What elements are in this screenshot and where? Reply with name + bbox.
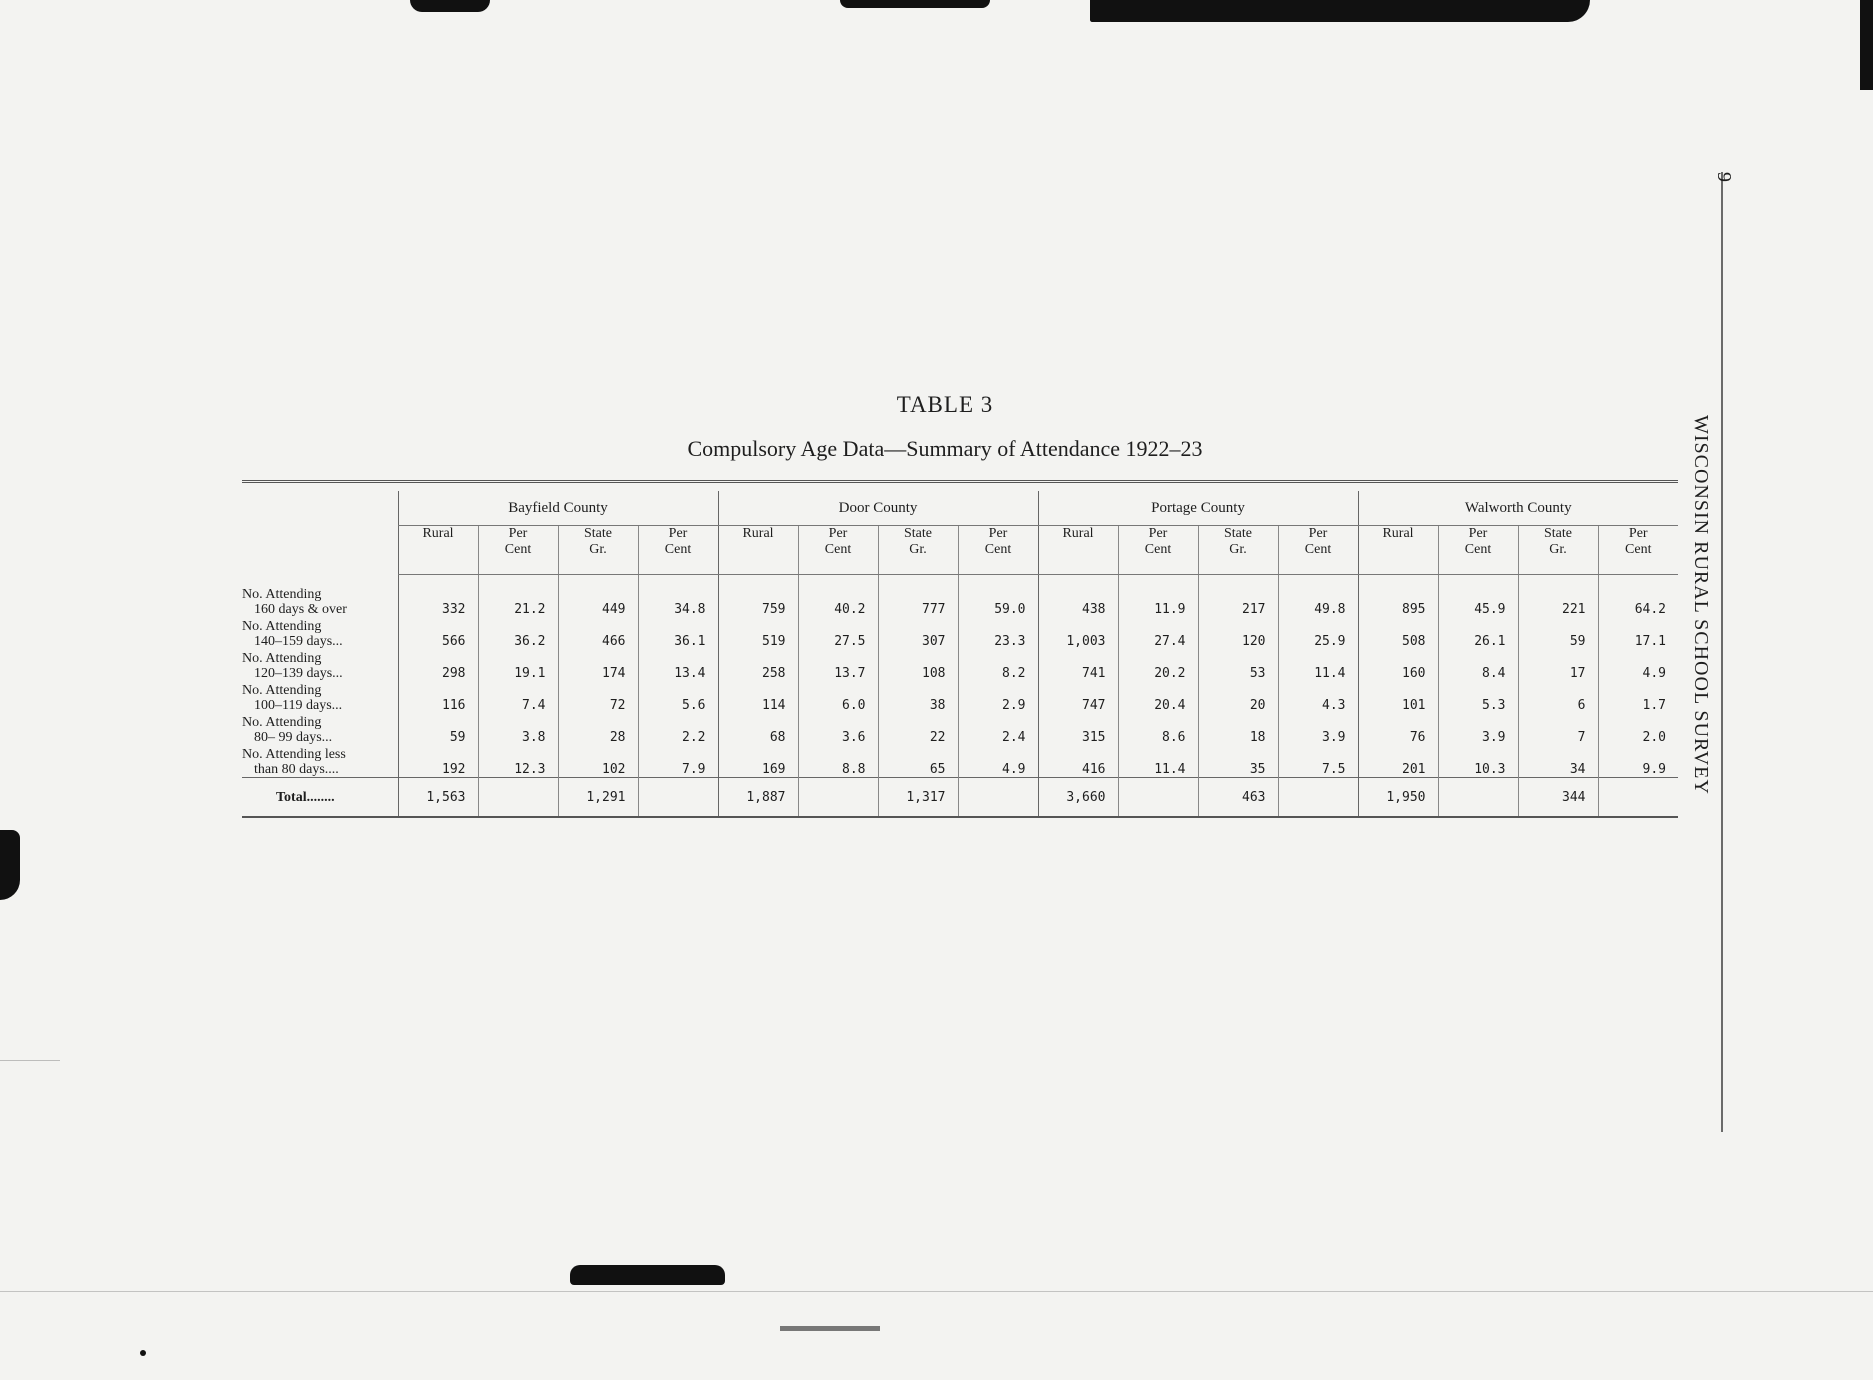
county-header: Portage County xyxy=(1038,491,1358,526)
row-label xyxy=(242,681,398,713)
table-cell: 45.9 xyxy=(1438,575,1518,618)
table-cell: 258 xyxy=(718,649,798,681)
table-cell: 3.9 xyxy=(1438,713,1518,745)
table-cell: 201 xyxy=(1358,745,1438,778)
total-cell: 1,563 xyxy=(398,778,478,818)
column-header-line: State xyxy=(904,526,932,541)
scan-artifact xyxy=(780,1326,880,1331)
total-cell xyxy=(1598,778,1678,818)
column-header-line: State xyxy=(1544,526,1572,541)
column-header xyxy=(878,526,958,575)
table-cell: 38 xyxy=(878,681,958,713)
total-row xyxy=(242,778,1678,818)
column-header-line: Cent xyxy=(1464,542,1492,557)
table-cell: 192 xyxy=(398,745,478,778)
county-header: Door County xyxy=(718,491,1038,526)
table-row xyxy=(242,575,1678,618)
table-cell: 4.9 xyxy=(1598,649,1678,681)
table-cell: 6.0 xyxy=(798,681,878,713)
table-cell: 21.2 xyxy=(478,575,558,618)
rule-cell xyxy=(1198,482,1278,492)
scan-artifact xyxy=(0,830,20,900)
table-cell: 747 xyxy=(1038,681,1118,713)
row-label xyxy=(242,649,398,681)
rule-cell xyxy=(1038,482,1118,492)
table-cell: 759 xyxy=(718,575,798,618)
row-label-line: 120–139 days... xyxy=(254,666,343,681)
table-cell: 11.9 xyxy=(1118,575,1198,618)
table-cell: 17 xyxy=(1518,649,1598,681)
rule-cell xyxy=(1598,482,1678,492)
table-cell: 7.5 xyxy=(1278,745,1358,778)
scan-artifact xyxy=(570,1265,725,1285)
table-cell: 49.8 xyxy=(1278,575,1358,618)
total-cell: 1,950 xyxy=(1358,778,1438,818)
table-row xyxy=(242,713,1678,745)
scan-artifact xyxy=(840,0,990,8)
table-cell: 108 xyxy=(878,649,958,681)
scan-artifact xyxy=(410,0,490,12)
table-cell: 13.7 xyxy=(798,649,878,681)
table-cell: 1,003 xyxy=(1038,617,1118,649)
row-label-line: No. Attending xyxy=(242,587,322,602)
column-header xyxy=(398,526,478,575)
table-row xyxy=(242,745,1678,778)
total-cell xyxy=(1438,778,1518,818)
column-header xyxy=(1278,526,1358,575)
table-cell: 2.9 xyxy=(958,681,1038,713)
column-header-line: Per xyxy=(1148,526,1168,541)
table-cell: 9.9 xyxy=(1598,745,1678,778)
column-header xyxy=(1438,526,1518,575)
rule-cell xyxy=(1118,482,1198,492)
table-cell: 8.6 xyxy=(1118,713,1198,745)
stub-subheader xyxy=(242,526,398,575)
total-cell: 1,887 xyxy=(718,778,798,818)
table-row xyxy=(242,649,1678,681)
column-header-line: Gr. xyxy=(909,542,927,557)
table-cell: 68 xyxy=(718,713,798,745)
table-cell: 160 xyxy=(1358,649,1438,681)
table-cell: 19.1 xyxy=(478,649,558,681)
rule-cell xyxy=(878,482,958,492)
table-cell: 102 xyxy=(558,745,638,778)
table-cell: 6 xyxy=(1518,681,1598,713)
rule-cell xyxy=(1518,482,1598,492)
table-row xyxy=(242,681,1678,713)
table-cell: 59.0 xyxy=(958,575,1038,618)
table-cell: 20 xyxy=(1198,681,1278,713)
column-header xyxy=(558,526,638,575)
table-cell: 64.2 xyxy=(1598,575,1678,618)
column-header xyxy=(958,526,1038,575)
table-cell: 449 xyxy=(558,575,638,618)
table-cell: 4.9 xyxy=(958,745,1038,778)
rule-cell xyxy=(242,482,398,492)
table-cell: 34 xyxy=(1518,745,1598,778)
table-cell: 120 xyxy=(1198,617,1278,649)
table-cell: 298 xyxy=(398,649,478,681)
row-label-line: than 80 days.... xyxy=(254,762,339,777)
table-cell: 11.4 xyxy=(1278,649,1358,681)
row-label-line: 140–159 days... xyxy=(254,634,343,649)
total-cell xyxy=(798,778,878,818)
table-cell: 2.0 xyxy=(1598,713,1678,745)
table-title: Compulsory Age Data—Summary of Attendance 1922–23 xyxy=(687,436,1203,461)
row-label-line: No. Attending xyxy=(242,651,322,666)
table-cell: 466 xyxy=(558,617,638,649)
total-cell: 344 xyxy=(1518,778,1598,818)
column-header-line: Per xyxy=(988,526,1008,541)
table-cell: 8.8 xyxy=(798,745,878,778)
margin-rule xyxy=(1721,172,1723,1132)
column-header-line: Cent xyxy=(824,542,852,557)
table-cell: 59 xyxy=(398,713,478,745)
table-cell: 25.9 xyxy=(1278,617,1358,649)
table-cell: 10.3 xyxy=(1438,745,1518,778)
table-cell: 169 xyxy=(718,745,798,778)
column-header-line: Gr. xyxy=(589,542,607,557)
scan-artifact xyxy=(140,1350,146,1356)
column-header xyxy=(1038,526,1118,575)
table-cell: 7.9 xyxy=(638,745,718,778)
scan-artifact xyxy=(0,1060,60,1061)
table-number: TABLE 3 xyxy=(896,392,994,417)
total-cell: 3,660 xyxy=(1038,778,1118,818)
table-cell: 20.4 xyxy=(1118,681,1198,713)
table-cell: 332 xyxy=(398,575,478,618)
column-header-line: State xyxy=(584,526,612,541)
table-cell: 101 xyxy=(1358,681,1438,713)
total-cell: 463 xyxy=(1198,778,1278,818)
column-header-row xyxy=(242,526,1678,575)
column-header xyxy=(1598,526,1678,575)
total-cell xyxy=(1118,778,1198,818)
table-cell: 7 xyxy=(1518,713,1598,745)
row-label-line: 80– 99 days... xyxy=(254,730,333,745)
table-cell: 27.5 xyxy=(798,617,878,649)
column-header-line: Cent xyxy=(664,542,692,557)
column-header-line: Per xyxy=(1308,526,1328,541)
table-cell: 895 xyxy=(1358,575,1438,618)
table-cell: 36.1 xyxy=(638,617,718,649)
table-cell: 72 xyxy=(558,681,638,713)
table-cell: 508 xyxy=(1358,617,1438,649)
table-cell: 20.2 xyxy=(1118,649,1198,681)
column-header xyxy=(478,526,558,575)
column-header-line: Rural xyxy=(422,526,454,541)
column-header-line: State xyxy=(1224,526,1252,541)
table-cell: 13.4 xyxy=(638,649,718,681)
table-cell: 315 xyxy=(1038,713,1118,745)
table-cell: 17.1 xyxy=(1598,617,1678,649)
row-label-line: 100–119 days... xyxy=(254,698,343,713)
total-cell: 1,317 xyxy=(878,778,958,818)
table-cell: 26.1 xyxy=(1438,617,1518,649)
column-header-line: Rural xyxy=(742,526,774,541)
column-header xyxy=(1118,526,1198,575)
rule-cell xyxy=(958,482,1038,492)
column-header-line: Per xyxy=(1468,526,1488,541)
table-cell: 3.6 xyxy=(798,713,878,745)
column-header xyxy=(798,526,878,575)
table-cell: 7.4 xyxy=(478,681,558,713)
column-header xyxy=(718,526,798,575)
total-cell xyxy=(1278,778,1358,818)
column-header-line: Rural xyxy=(1062,526,1094,541)
table-cell: 741 xyxy=(1038,649,1118,681)
table-cell: 5.3 xyxy=(1438,681,1518,713)
table-cell: 18 xyxy=(1198,713,1278,745)
rule-cell xyxy=(1358,482,1438,492)
column-header xyxy=(1198,526,1278,575)
row-label-line: No. Attending xyxy=(242,683,322,698)
column-header xyxy=(1518,526,1598,575)
column-header-line: Rural xyxy=(1382,526,1414,541)
table-cell: 8.2 xyxy=(958,649,1038,681)
table-cell: 3.8 xyxy=(478,713,558,745)
column-header-line: Per xyxy=(668,526,688,541)
running-head: WISCONSIN RURAL SCHOOL SURVEY xyxy=(1690,415,1712,795)
table-cell: 438 xyxy=(1038,575,1118,618)
county-header: Walworth County xyxy=(1358,491,1678,526)
rule-cell xyxy=(1278,482,1358,492)
column-header-line: Cent xyxy=(1625,542,1652,557)
row-label xyxy=(242,575,398,618)
table-cell: 114 xyxy=(718,681,798,713)
table-cell: 2.2 xyxy=(638,713,718,745)
table-cell: 4.3 xyxy=(1278,681,1358,713)
rule-cell xyxy=(718,482,798,492)
table-cell: 519 xyxy=(718,617,798,649)
table-cell: 76 xyxy=(1358,713,1438,745)
table-cell: 34.8 xyxy=(638,575,718,618)
row-label-line: No. Attending xyxy=(242,715,322,730)
scan-artifact xyxy=(0,1291,1873,1292)
table-cell: 11.4 xyxy=(1118,745,1198,778)
table-cell: 22 xyxy=(878,713,958,745)
table-row xyxy=(242,617,1678,649)
county-header-row xyxy=(242,491,1678,526)
column-header xyxy=(638,526,718,575)
column-header-line: Per xyxy=(1628,526,1648,541)
table-cell: 8.4 xyxy=(1438,649,1518,681)
table-cell: 12.3 xyxy=(478,745,558,778)
table-cell: 1.7 xyxy=(1598,681,1678,713)
column-header xyxy=(1358,526,1438,575)
total-cell xyxy=(638,778,718,818)
attendance-table xyxy=(242,480,1678,818)
column-header-line: Gr. xyxy=(1549,542,1567,557)
table-cell: 566 xyxy=(398,617,478,649)
scan-artifact xyxy=(1860,0,1873,90)
total-cell xyxy=(478,778,558,818)
table-cell: 40.2 xyxy=(798,575,878,618)
table-cell: 35 xyxy=(1198,745,1278,778)
rule-cell xyxy=(398,482,478,492)
top-rule xyxy=(242,482,1678,492)
row-label-line: No. Attending xyxy=(242,619,322,634)
column-header-line: Cent xyxy=(504,542,532,557)
rule-cell xyxy=(478,482,558,492)
column-header-line: Cent xyxy=(1304,542,1332,557)
table-cell: 59 xyxy=(1518,617,1598,649)
table-cell: 27.4 xyxy=(1118,617,1198,649)
table-cell: 23.3 xyxy=(958,617,1038,649)
total-cell xyxy=(958,778,1038,818)
column-header-line: Cent xyxy=(1144,542,1172,557)
total-cell: 1,291 xyxy=(558,778,638,818)
column-header-line: Per xyxy=(828,526,848,541)
column-header-line: Gr. xyxy=(1229,542,1247,557)
table-cell: 2.4 xyxy=(958,713,1038,745)
page-number: 9 xyxy=(1713,172,1735,182)
scan-artifact xyxy=(1090,0,1590,22)
table-cell: 416 xyxy=(1038,745,1118,778)
table-cell: 53 xyxy=(1198,649,1278,681)
table-cell: 777 xyxy=(878,575,958,618)
county-header: Bayfield County xyxy=(398,491,718,526)
rule-cell xyxy=(798,482,878,492)
table-cell: 116 xyxy=(398,681,478,713)
table-cell: 221 xyxy=(1518,575,1598,618)
table-cell: 174 xyxy=(558,649,638,681)
stub-header xyxy=(242,491,398,526)
row-label xyxy=(242,745,398,778)
row-label xyxy=(242,617,398,649)
row-label-line: 160 days & over xyxy=(254,602,347,617)
table-cell: 5.6 xyxy=(638,681,718,713)
table-cell: 307 xyxy=(878,617,958,649)
table-cell: 36.2 xyxy=(478,617,558,649)
rule-cell xyxy=(1438,482,1518,492)
table-cell: 65 xyxy=(878,745,958,778)
row-label-line: No. Attending less xyxy=(242,747,346,762)
table-cell: 3.9 xyxy=(1278,713,1358,745)
column-header-line: Cent xyxy=(984,542,1012,557)
rule-cell xyxy=(558,482,638,492)
table-cell: 217 xyxy=(1198,575,1278,618)
rule-cell xyxy=(638,482,718,492)
row-label xyxy=(242,713,398,745)
total-label: Total........ xyxy=(242,778,398,818)
table-cell: 28 xyxy=(558,713,638,745)
column-header-line: Per xyxy=(508,526,528,541)
